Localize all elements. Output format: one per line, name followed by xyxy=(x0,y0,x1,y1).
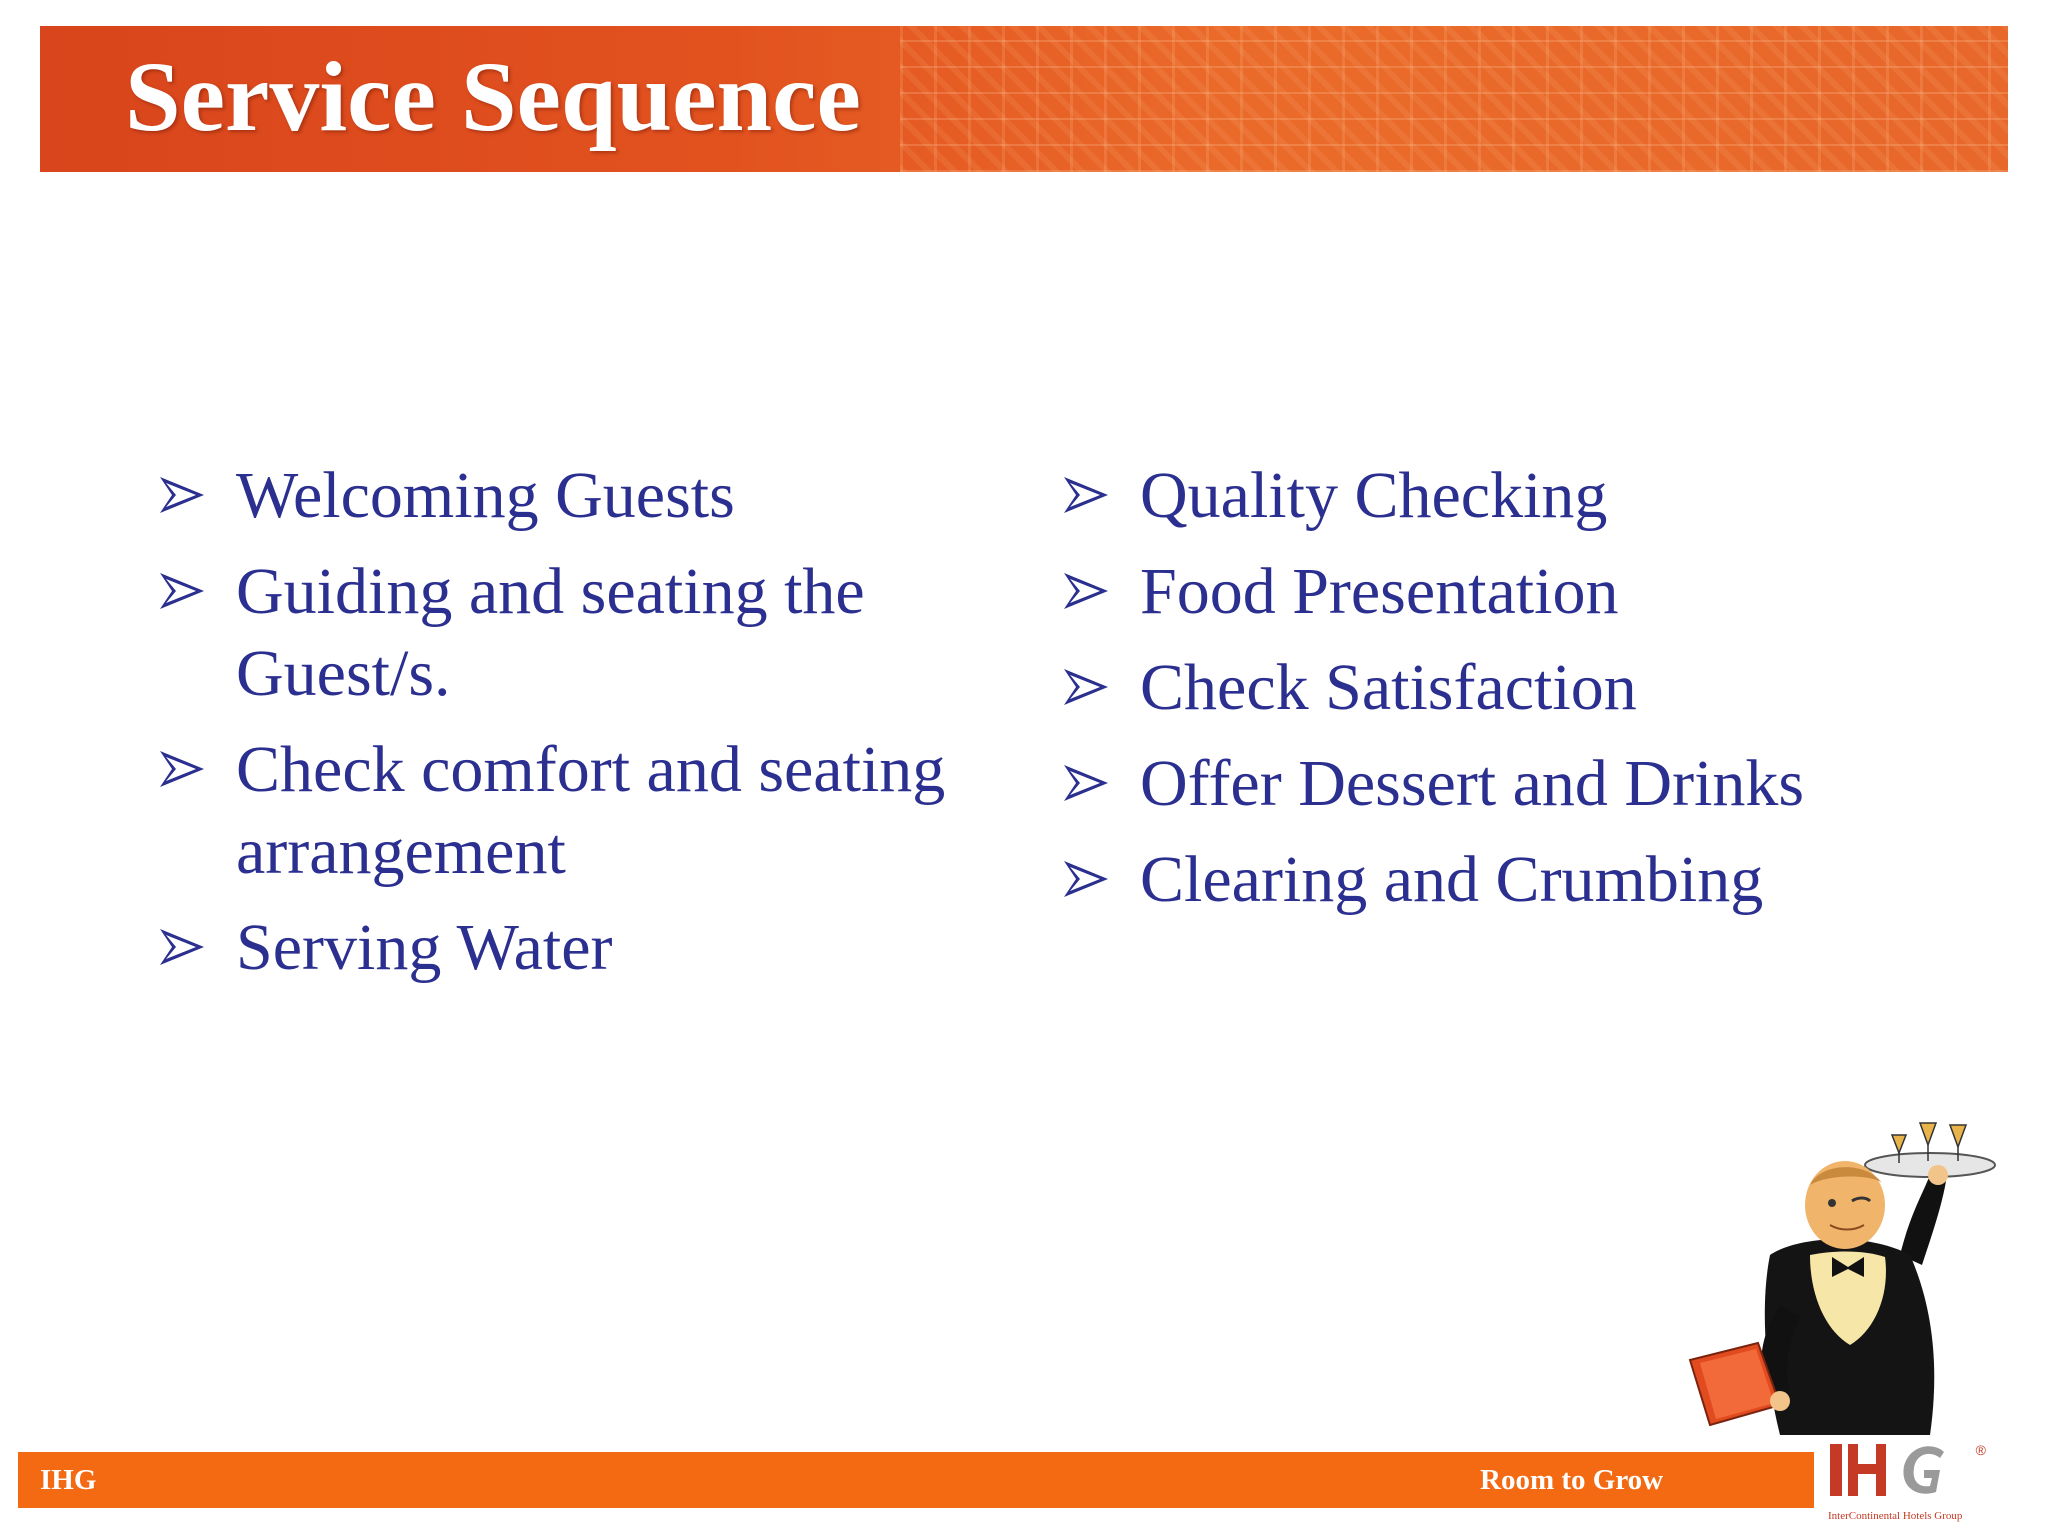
list-item-text: Quality Checking xyxy=(1140,459,1608,532)
list-item xyxy=(1062,551,1942,633)
ihg-logo-mark xyxy=(1826,1436,1976,1508)
list-item xyxy=(158,907,1018,989)
list-item-text: Clearing and Crumbing xyxy=(1140,843,1764,916)
list-item xyxy=(158,729,1018,893)
bullet-list-right xyxy=(1062,455,1942,935)
list-item xyxy=(158,551,1018,715)
list-item xyxy=(158,455,1018,537)
list-item xyxy=(1062,455,1942,537)
list-item xyxy=(1062,647,1942,729)
arrowhead-bullet-icon xyxy=(1062,567,1110,615)
ihg-logo xyxy=(1826,1436,2006,1526)
arrowhead-bullet-icon xyxy=(158,567,206,615)
footer-tagline: Room to Grow xyxy=(1480,1464,1664,1496)
arrowhead-bullet-icon xyxy=(1062,471,1110,519)
arrowhead-bullet-icon xyxy=(158,745,206,793)
arrowhead-bullet-icon xyxy=(1062,663,1110,711)
list-item-text: Offer Dessert and Drinks xyxy=(1140,747,1805,820)
list-item xyxy=(1062,743,1942,825)
title-pattern-decoration xyxy=(900,26,2008,172)
waiter-illustration xyxy=(1660,1105,2010,1440)
arrowhead-bullet-icon xyxy=(1062,855,1110,903)
registered-mark: ® xyxy=(1975,1442,1986,1458)
arrowhead-bullet-icon xyxy=(158,471,206,519)
list-item-text: Serving Water xyxy=(236,911,613,984)
list-item-text: Food Presentation xyxy=(1140,555,1619,628)
bullet-list-left xyxy=(158,455,1018,1003)
list-item-text: Welcoming Guests xyxy=(236,459,735,532)
arrowhead-bullet-icon xyxy=(158,923,206,971)
footer-left-text: IHG xyxy=(40,1464,97,1496)
slide-title: Service Sequence xyxy=(125,41,861,152)
title-bar xyxy=(40,26,2008,172)
list-item-text: Guiding and seating the Guest/s. xyxy=(236,555,865,710)
list-item-text: Check comfort and seating arrangement xyxy=(236,733,946,888)
logo-subtitle: InterContinental Hotels Group xyxy=(1828,1510,1963,1522)
list-item-text: Check Satisfaction xyxy=(1140,651,1637,724)
list-item xyxy=(1062,839,1942,921)
arrowhead-bullet-icon xyxy=(1062,759,1110,807)
